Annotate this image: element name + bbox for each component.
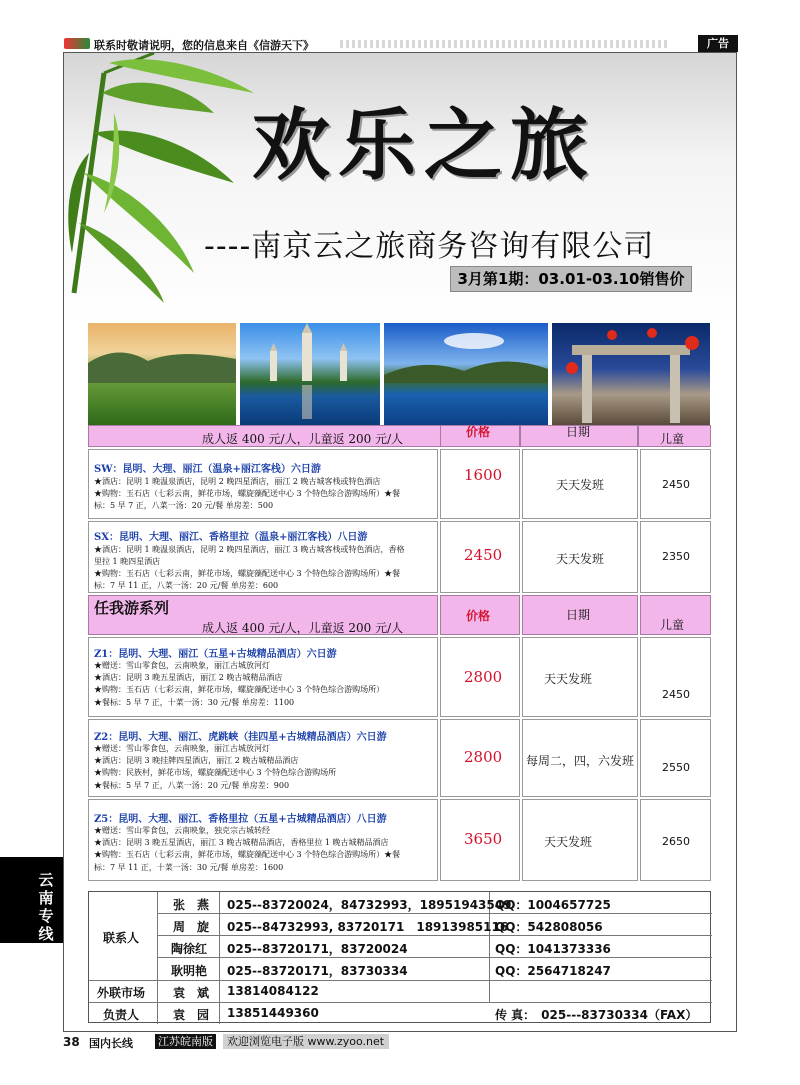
ad-tag: 广告 (698, 35, 738, 52)
route-price: 1600 (464, 466, 503, 484)
route-price: 2800 (464, 668, 503, 686)
photo-lake (384, 323, 548, 425)
divider (157, 935, 712, 936)
divider (89, 980, 712, 981)
contact-name: 耿明艳 (171, 964, 208, 978)
route-child-price: 2450 (662, 478, 690, 491)
route-detail: ★赠送：雪山零食包，云南映象，丽江古城放河灯 (94, 744, 270, 753)
divider (157, 913, 712, 914)
yunnan-side-tab (0, 857, 63, 943)
route-schedule: 天天发班 (544, 835, 593, 849)
divider (157, 892, 158, 1024)
route-title: SW：昆明、大理、丽江（温泉+丽江客栈）六日游 (94, 464, 321, 475)
child-header: 儿童 (660, 432, 685, 446)
edition-badge: 江苏皖南版 (155, 1034, 216, 1049)
route-detail: ★购物：玉石店（七彩云南，鲜花市场，螺旋藻配送中心 3 个特色综合游购场所）★餐 (94, 569, 401, 578)
route-detail: ★赠送：雪山零食包，云南映象，丽江古城放河灯 (94, 661, 270, 670)
route-child-price: 2550 (662, 761, 690, 774)
contact-qq: QQ：1004657725 (495, 898, 611, 912)
contacts-table (88, 891, 711, 1023)
divider (89, 1002, 712, 1003)
divider (157, 957, 712, 958)
route-detail: ★酒店：昆明 3 晚五星酒店，丽江 2 晚古城精品酒店 (94, 673, 283, 682)
side-tab-text: 云 南 (38, 871, 54, 907)
child-header: 儿童 (660, 618, 685, 632)
rebate-text: 成人返 400 元/人，儿童返 200 元/人 (202, 432, 404, 446)
contact-phone: 025--83720171，83730334 (227, 964, 408, 978)
route-detail: 里拉 1 晚四星酒店 (94, 557, 161, 566)
route-child-price: 2450 (662, 688, 690, 701)
route-detail: ★酒店：昆明 1 晚温泉酒店，昆明 2 晚四星酒店，丽江 2 晚古城客栈或特色酒店 (94, 477, 381, 486)
top-bar (60, 36, 736, 52)
route-detail: ★购物：民族村，鲜花市场，螺旋藻配送中心 3 个特色综合游购场所 (94, 768, 337, 777)
route-price: 2450 (464, 546, 503, 564)
photo-three-pagodas (240, 323, 380, 425)
hero-title: 欢乐之旅 (252, 100, 597, 191)
bamboo-leaves-image (64, 53, 264, 303)
manager-phone: 13851449360 (227, 1006, 319, 1020)
contact-phone: 025--83720171，83720024 (227, 942, 408, 956)
route-child-price: 2650 (662, 835, 690, 848)
sale-period: 3月第1期：03.01-03.10销售价 (450, 266, 692, 292)
manager-name: 袁 园 (173, 1008, 210, 1022)
website-link[interactable]: 欢迎浏览电子版 www.zyoo.net (223, 1034, 389, 1049)
route-detail: ★赠送：雪山零食包，云南映象，独克宗古城转经 (94, 826, 270, 835)
price-cell-sw (440, 449, 520, 519)
child-cell-z2 (640, 719, 711, 797)
route-detail: ★酒店：昆明 1 晚温泉酒店，昆明 2 晚四星酒店，丽江 3 晚古城客栈或特色酒店，香格 (94, 545, 405, 554)
route-detail: 标：7 早 11 正，十菜一汤：30 元/餐 单房差：1600 (94, 863, 284, 872)
route-schedule: 每周二，四，六发班 (526, 754, 635, 768)
route-detail: ★餐标：5 早 7 正，八菜一汤：20 元/餐 单房差：900 (94, 781, 290, 790)
series-title: 任我游系列 (94, 599, 170, 617)
section-name: 国内长线 (89, 1037, 133, 1050)
route-title: Z2：昆明、大理、丽江、虎跳峡（挂四星+古城精品酒店）六日游 (94, 732, 387, 743)
contact-qq: QQ：542808056 (495, 920, 603, 934)
route-schedule: 天天发班 (544, 672, 593, 686)
route-price: 2800 (464, 748, 503, 766)
child-cell-z1 (640, 637, 711, 717)
company-name: ----南京云之旅商务咨询有限公司 (204, 229, 655, 264)
decorative-strip (340, 40, 670, 48)
contact-qq: QQ：1041373336 (495, 942, 611, 956)
side-tab-text: 专 线 (38, 907, 54, 943)
price-header: 价格 (466, 425, 491, 439)
route-schedule: 天天发班 (556, 478, 605, 492)
contact-name: 陶徐红 (171, 942, 208, 956)
contact-qq: QQ：2564718247 (495, 964, 611, 978)
contact-label: 联系人 (103, 931, 140, 945)
source-notice: 联系时敬请说明，您的信息来自《信游天下》 (94, 39, 314, 52)
external-label: 外联市场 (97, 986, 146, 1000)
page-number: 38 (63, 1035, 80, 1049)
divider (219, 892, 220, 1024)
manager-label: 负责人 (103, 1008, 140, 1022)
date-header: 日期 (566, 608, 591, 622)
price-header: 价格 (466, 609, 491, 623)
route-detail: ★购物：玉石店（七彩云南，鲜花市场，螺旋藻配送中心 3 个特色综合游购场所） (94, 685, 385, 694)
contact-phone: 025--83720024，84732993，18951943549 (227, 898, 512, 912)
manager-fax: 传 真： 025---83730334（FAX） (495, 1008, 698, 1022)
rebate-text: 成人返 400 元/人，儿童返 200 元/人 (202, 621, 404, 635)
route-detail: 标：7 早 11 正，八菜一汤：20 元/餐 单房差：600 (94, 581, 279, 590)
external-phone: 13814084122 (227, 984, 319, 998)
route-child-price: 2350 (662, 550, 690, 563)
photo-tea-fields (88, 323, 236, 425)
route-price: 3650 (464, 830, 503, 848)
footer (63, 1034, 463, 1050)
contact-name: 张 燕 (173, 898, 210, 912)
magazine-logo (64, 38, 90, 49)
contact-phone: 025--84732993, 83720171 18913985116 (227, 920, 509, 934)
photo-ancient-gate (552, 323, 710, 425)
route-detail: ★购物：玉石店（七彩云南，鲜花市场，螺旋藻配送中心 3 个特色综合游购场所）★餐 (94, 489, 401, 498)
date-header: 日期 (566, 425, 591, 439)
route-schedule: 天天发班 (556, 552, 605, 566)
route-title: Z1：昆明、大理、丽江（五星+古城精品酒店）六日游 (94, 649, 337, 660)
route-detail: ★酒店：昆明 3 晚五星酒店，丽江 3 晚古城精品酒店，香格里拉 1 晚古城精品酒店 (94, 838, 389, 847)
route-title: Z5：昆明、大理、丽江、香格里拉（五星+古城精品酒店）八日游 (94, 814, 387, 825)
contact-name: 周 旋 (173, 920, 210, 934)
route-title: SX：昆明、大理、丽江、香格里拉（温泉+丽江客栈）八日游 (94, 532, 368, 543)
route-detail: 标：5 早 7 正，八菜一汤：20 元/餐 单房差：500 (94, 501, 274, 510)
route-detail: ★购物：玉石店（七彩云南，鲜花市场，螺旋藻配送中心 3 个特色综合游购场所）★餐 (94, 850, 401, 859)
route-detail: ★酒店：昆明 3 晚挂牌四星酒店，丽江 2 晚古城精品酒店 (94, 756, 299, 765)
external-name: 袁 斌 (173, 986, 210, 1000)
route-detail: ★餐标：5 早 7 正，十菜一汤：30 元/餐 单房差：1100 (94, 698, 295, 707)
hero-banner (64, 53, 736, 323)
